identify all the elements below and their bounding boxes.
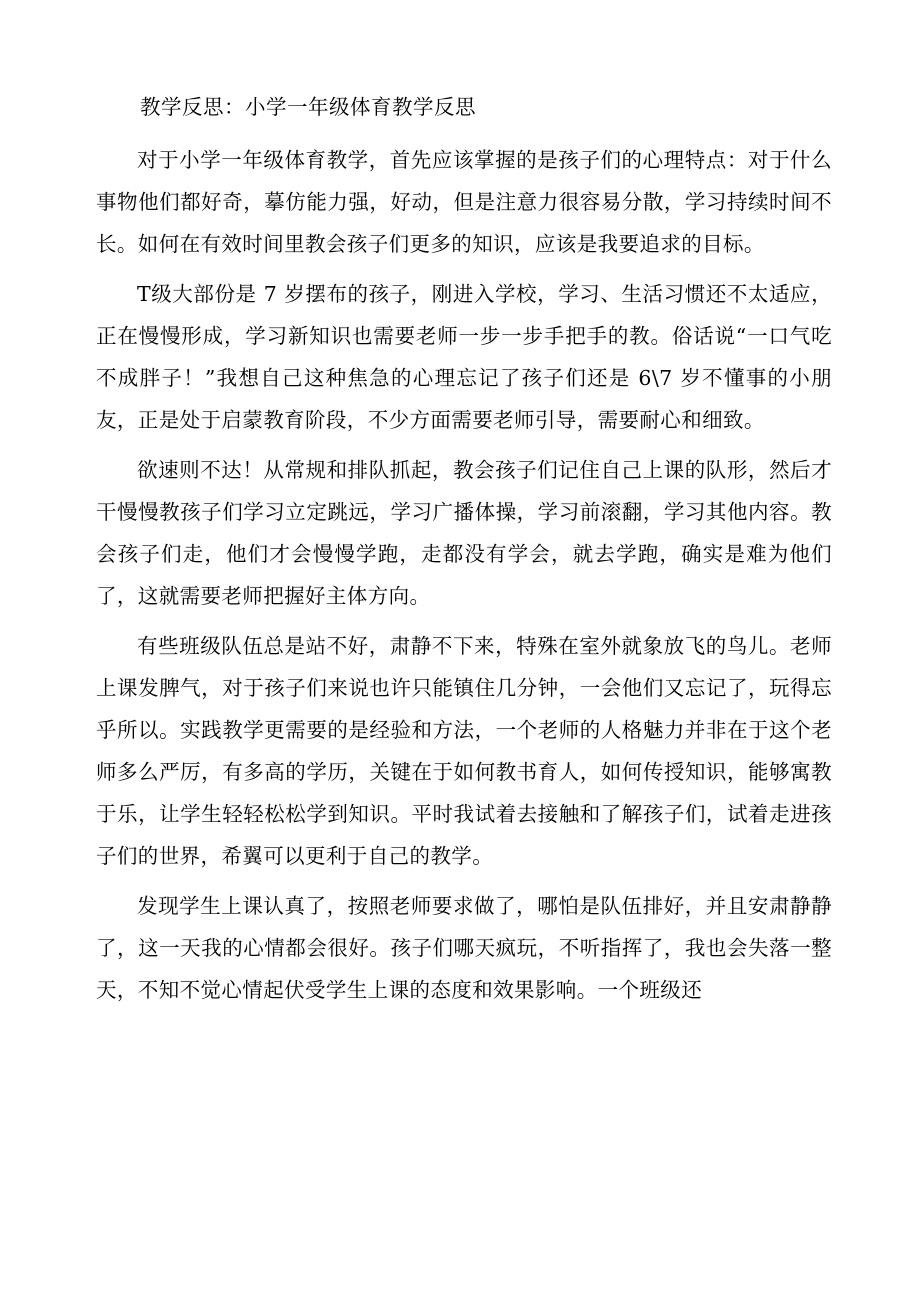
paragraph: 欲速则不达！从常规和排队抓起，教会孩子们记住自己上课的队形，然后才干慢慢教孩子们学习立定跳远，学习广播体操，学习前滚翻，学习其他内容。教会孩子们走，他们才会慢慢学跑，走都没有学会，就去学跑，确实是难为他们了，这就需要老师把握好主体方向。 bbox=[96, 457, 832, 608]
page-title: 教学反思：小学一年级体育教学反思 bbox=[140, 95, 476, 119]
paragraph: 对于小学一年级体育教学，首先应该掌握的是孩子们的心理特点：对于什么事物他们都好奇，摹仿能力强，好动，但是注意力很容易分散，学习持续时间不长。如何在有效时间里教会孩子们更多的知识，应该是我要追求的目标。 bbox=[96, 147, 832, 256]
paragraph: T级大部份是 7 岁摆布的孩子，刚进入学校，学习、生活习惯还不太适应，正在慢慢形成，学习新知识也需要老师一步一步手把手的教。俗话说“一口气吃不成胖子！”我想自己这种焦急的心理忘记了孩子们还是 6\7 岁不懂事的小朋友，正是处于启蒙教育阶段，不少方面需要老师引导，需要耐心和细致。 bbox=[96, 281, 832, 432]
paragraph: 有些班级队伍总是站不好，肃静不下来，特殊在室外就象放飞的鸟儿。老师上课发脾气，对于孩子们来说也许只能镇住几分钟，一会他们又忘记了，玩得忘乎所以。实践教学更需要的是经验和方法，一个老师的人格魅力并非在于这个老师多么严厉，有多高的学历，关键在于如何教书育人，如何传授知识，能够寓教于乐，让学生轻轻松松学到知识。平时我试着去接触和了解孩子们，试着走进孩子们的世界，希翼可以更利于自己的教学。 bbox=[96, 633, 832, 868]
paragraph: 发现学生上课认真了，按照老师要求做了，哪怕是队伍排好，并且安肃静静了，这一天我的心情都会很好。孩子们哪天疯玩，不听指挥了，我也会失落一整天，不知不觉心情起伏受学生上课的态度和效果影响。一个班级还 bbox=[96, 893, 832, 1002]
